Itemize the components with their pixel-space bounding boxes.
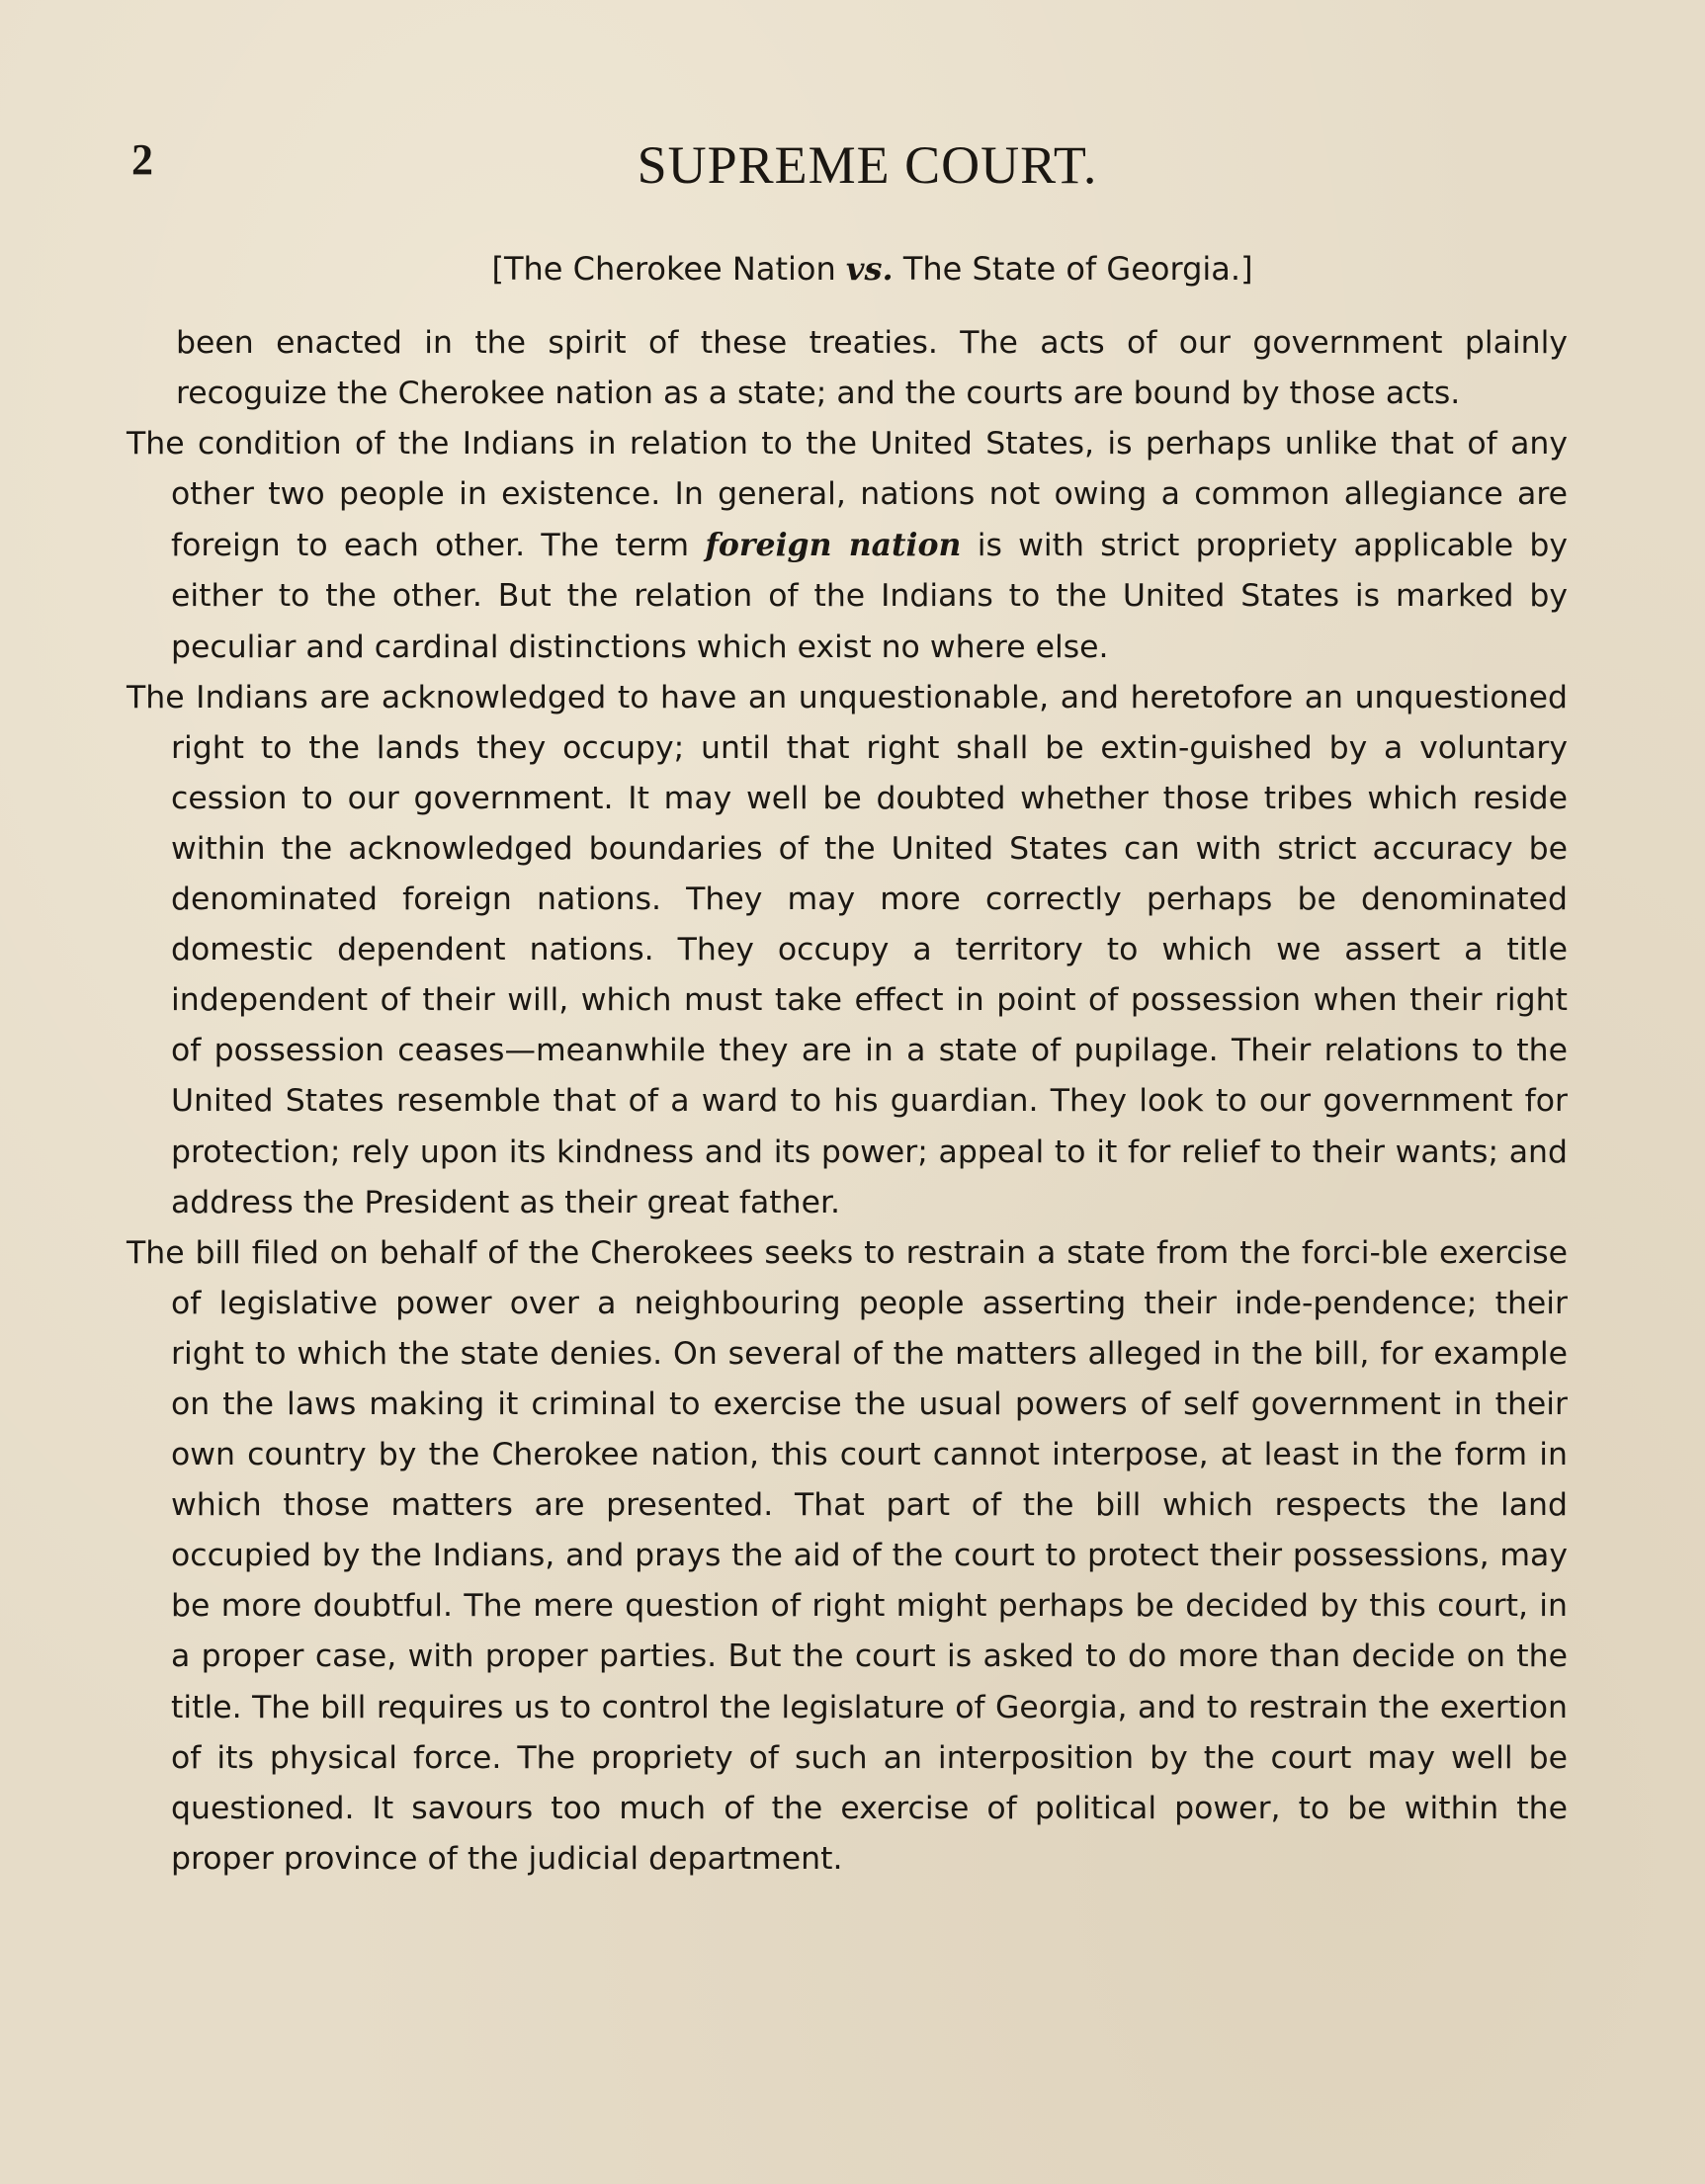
case-title-plaintiff: The Cherokee Nation <box>503 250 836 288</box>
paragraph-text: The condition of the Indians in relation to the United States, is perhaps unlike that of any other two people in existence. In general, nations not owing a common allegiance are foreign to each other. The term <box>127 426 1568 564</box>
case-title <box>0 250 1705 288</box>
page-number: 2 <box>131 135 153 184</box>
paragraph-bill-filed: The bill filed on behalf of the Cherokees seeks to restrain a state from the forci-ble exercise of legislative power over a neighbouring people asserting their inde-pendence; their right to which the state denies. On several of the matters alleged in the bill, for example on the laws making it criminal to exercise the usual powers of self government in their own country by the Cherokee nation, this court cannot interpose, at least in the form in which those matters are presented. That part of the bill which respects the land occupied by the Indians, and prays the aid of the court to protect their possessions, may be more doubtful. The mere question of right might perhaps be decided by this court, in a proper case, with proper parties. But the court is asked to do more than decide on the title. The bill requires us to control the legislature of Georgia, and to restrain the exertion of its physical force. The propriety of such an interposition by the court may well be questioned. It savours too much of the exercise of political power, to be within the proper province of the judicial department. <box>127 1234 1568 1877</box>
case-title-open-bracket: [ <box>491 250 504 288</box>
case-title-defendant: The State of Georgia. <box>902 250 1241 288</box>
running-head: SUPREME COURT. <box>637 135 1098 195</box>
case-title-close-bracket: ] <box>1240 250 1253 288</box>
paragraph-indian-condition <box>127 419 1568 672</box>
paragraph-domestic-dependent-nations: The Indians are acknowledged to have an unquestionable, and heretofore an unquestioned right to the lands they occupy; until that right shall be extin-guished by a voluntary cession to our government. It may well be doubted whether those tribes which reside within the acknowledged boundaries of the United States can with strict accuracy be denominated foreign nations. They may more correctly perhaps be denominated domestic dependent nations. They occupy a territory to which we assert a title independent of their will, which must take effect in point of possession when their right of possession ceases—meanwhile they are in a state of pupilage. Their relations to the United States resemble that of a ward to his guardian. They look to our government for protection; rely upon its kindness and its power; appeal to it for relief to their wants; and address the President as their great father. <box>127 679 1568 1220</box>
case-title-versus: vs. <box>845 250 894 288</box>
emphasis-foreign-nation: foreign nation <box>705 527 962 564</box>
paragraph-continued: been enacted in the spirit of these treaties. The acts of our government plainly recoguize the Cherokee nation as a state; and the courts are bound by those acts. <box>176 325 1568 412</box>
paragraph-text: is with strict propriety applicable by either to the other. But the relation of the Indians to the United States is marked by peculiar and cardinal distinctions which exist no where else. <box>171 528 1568 665</box>
body-text <box>127 318 1568 1885</box>
